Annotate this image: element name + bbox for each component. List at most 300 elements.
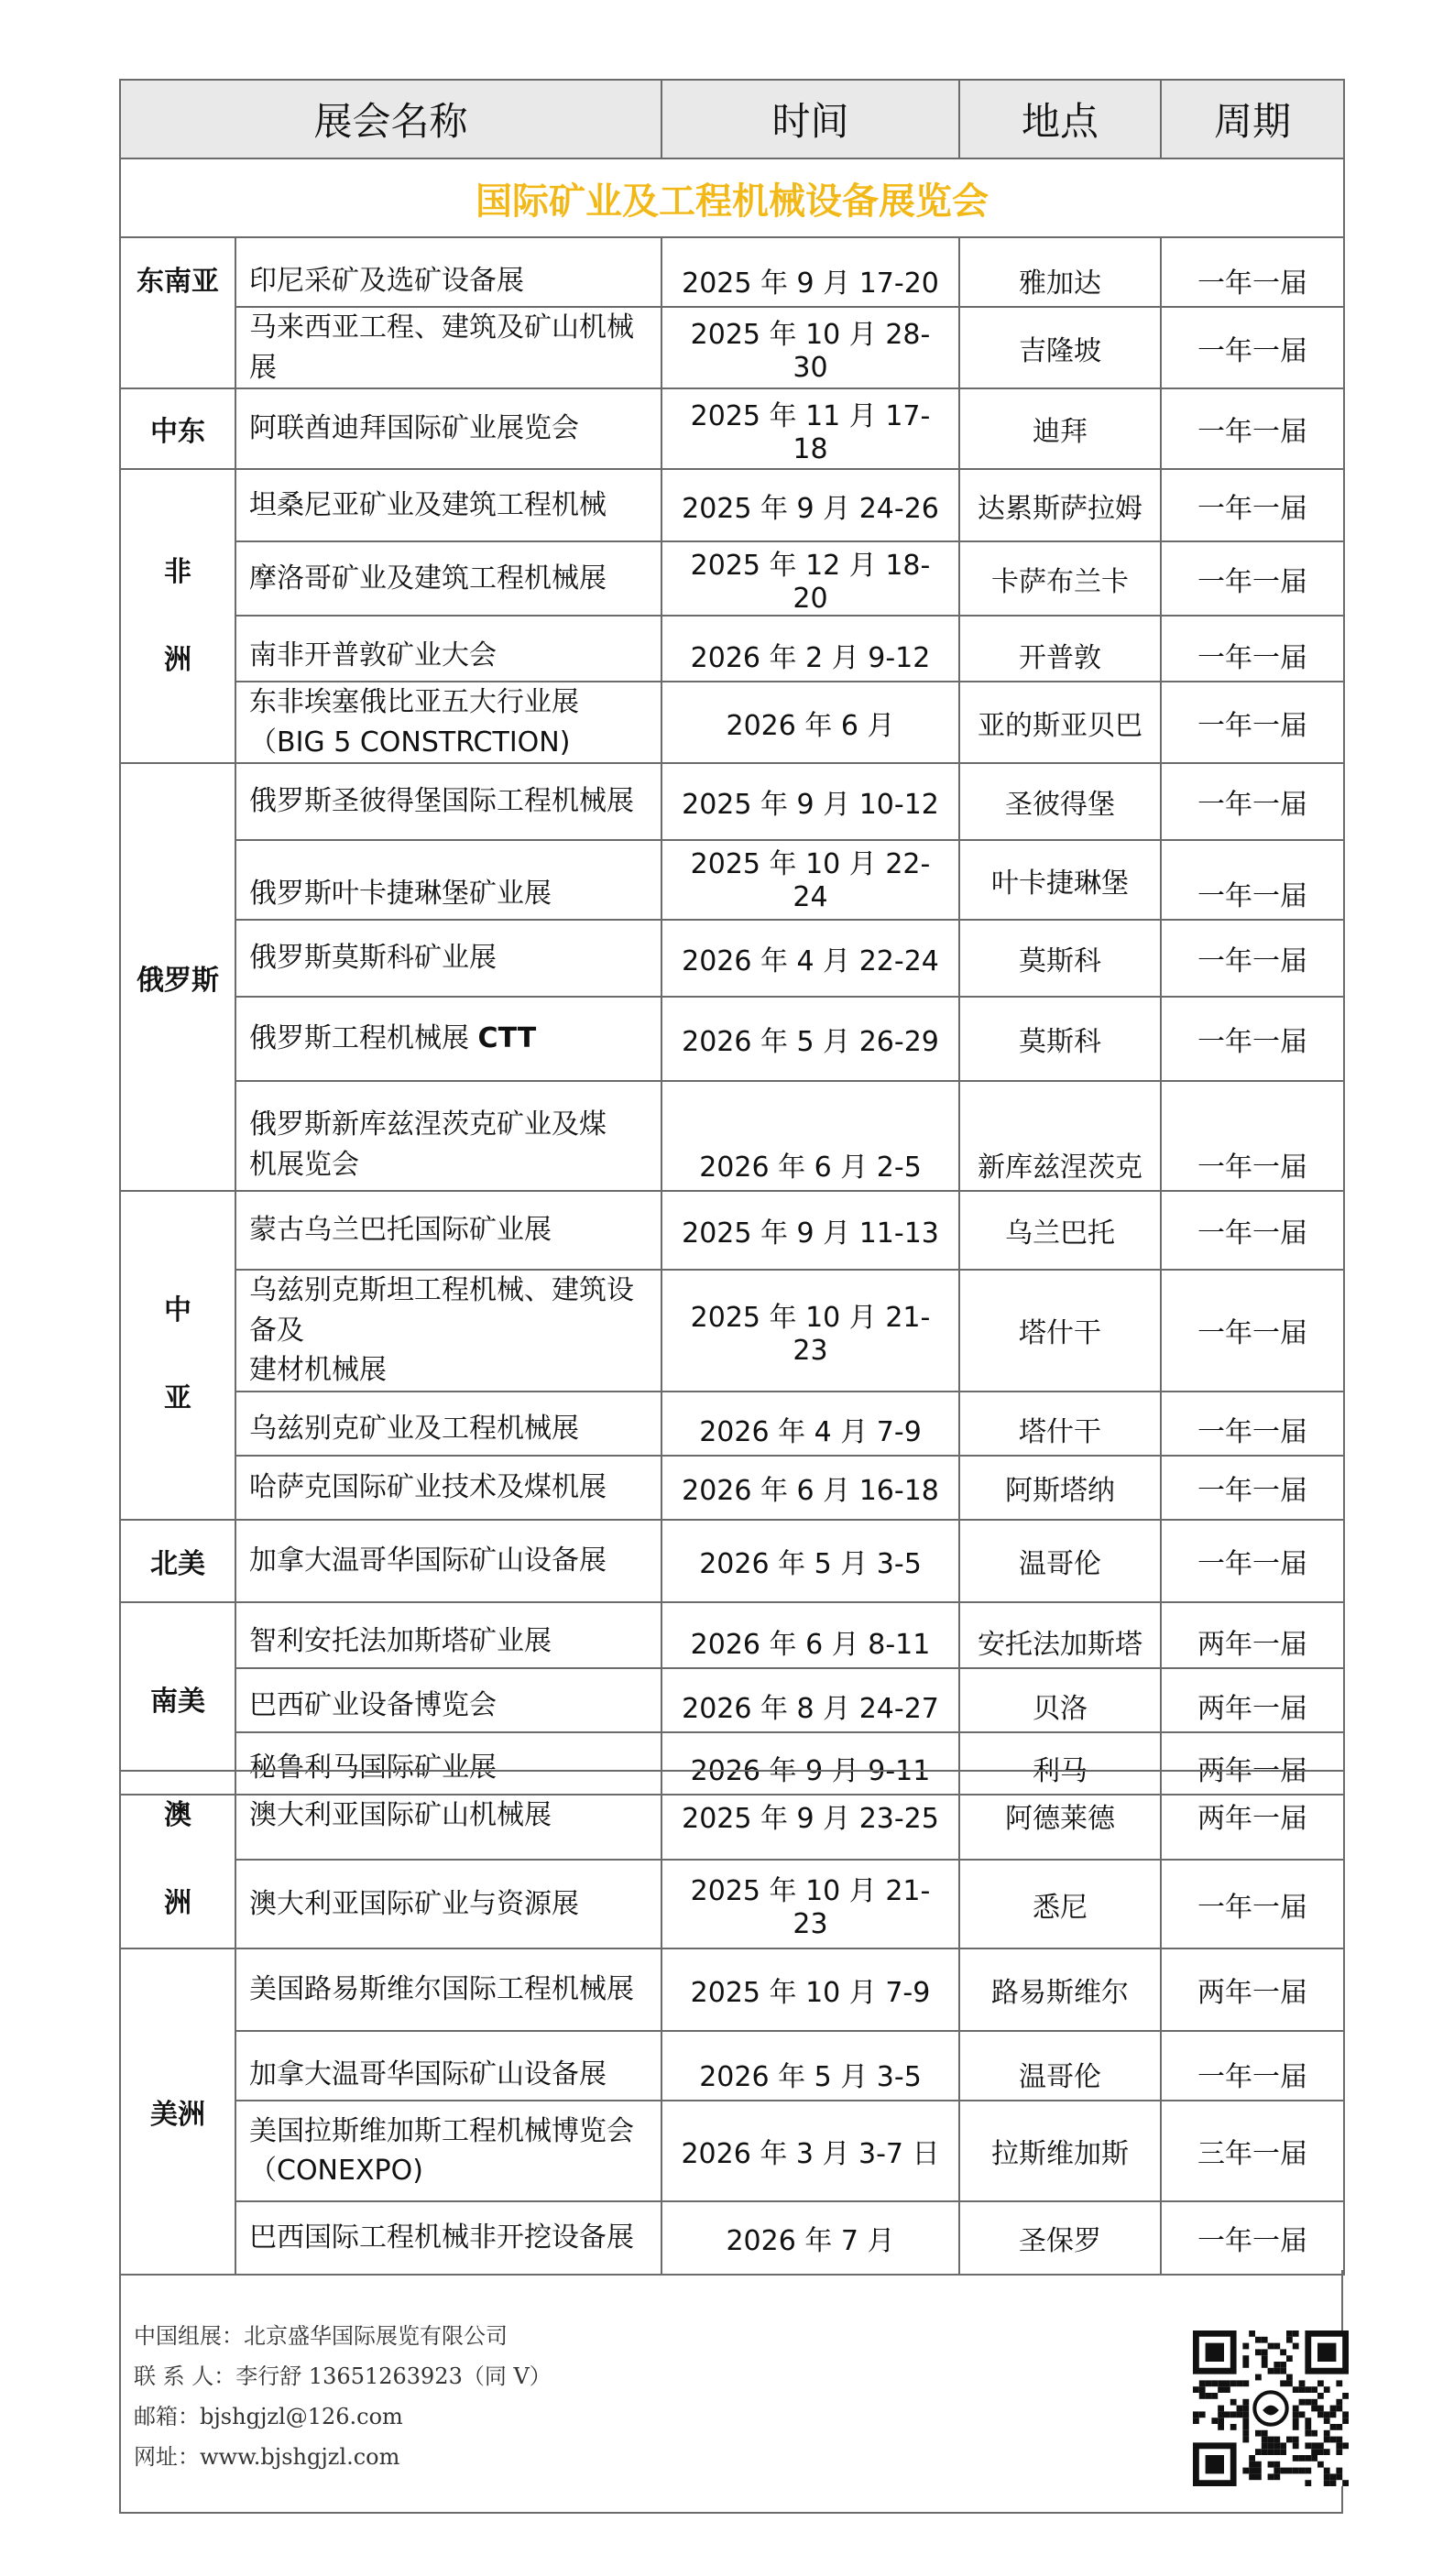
table-row [120,2031,1344,2101]
qr-module [1336,2380,1342,2386]
exhibition-time: 2026 年 3 月 3-7 日 [661,2101,959,2201]
region-africa [120,469,235,763]
exhibition-table-1 [119,79,1345,1796]
qr-module [1199,2393,1206,2399]
header-name: 展会名称 [120,80,661,158]
exhibition-time: 2025 年 10 月 22-24 [661,840,959,920]
qr-module [1255,2473,1262,2480]
qr-module [1305,2480,1311,2486]
exhibition-time: 2025 年 10 月 7-9 [661,1948,959,2031]
qr-module [1317,2411,1324,2418]
qr-module [1293,2411,1299,2418]
qr-module [1249,2455,1255,2461]
table-row [120,1081,1344,1191]
region-south-america: 南美 [120,1602,235,1795]
qr-module [1336,2442,1342,2449]
qr-module [1255,2461,1262,2468]
qr-module [1336,2424,1342,2430]
qr-module [1211,2418,1218,2424]
exhibition-name [235,2101,661,2201]
qr-module [1311,2455,1317,2461]
exhibition-cycle: 一年一届 [1161,1191,1344,1270]
qr-module [1305,2468,1311,2474]
qr-module [1299,2411,1306,2418]
exhibition-name [235,1270,661,1392]
qr-module [1305,2386,1311,2393]
exhibition-cycle: 一年一届 [1161,1456,1344,1520]
exhibition-time: 2026 年 8 月 24-27 [661,1668,959,1732]
qr-module [1206,2380,1212,2386]
exhibition-time: 2026 年 5 月 3-5 [661,2031,959,2101]
exhibition-time: 2025 年 10 月 21-23 [661,1860,959,1948]
qr-module [1268,2368,1274,2374]
qr-module [1193,2418,1199,2424]
qr-module [1255,2430,1262,2437]
qr-module [1342,2393,1349,2399]
exhibition-cycle: 一年一届 [1161,997,1344,1081]
qr-module [1262,2362,1268,2368]
qr-module [1342,2442,1349,2449]
qr-module [1299,2386,1306,2393]
qr-module [1262,2349,1268,2355]
qr-module [1242,2362,1249,2368]
qr-module [1268,2449,1274,2455]
exhibition-name-text: 俄罗斯工程机械展 [249,1022,469,1055]
exhibition-time: 2026 年 4 月 22-24 [661,920,959,997]
exhibition-name: 澳大利亚国际矿业与资源展 [235,1860,661,1948]
qr-module [1342,2418,1349,2424]
qr-module [1280,2368,1286,2374]
exhibition-place: 塔什干 [959,1392,1161,1456]
qr-module [1218,2424,1224,2430]
qr-module [1330,2411,1337,2418]
exhibition-place: 吉隆坡 [959,307,1161,388]
exhibition-time: 2025 年 10 月 21-23 [661,1270,959,1392]
qr-module [1305,2399,1311,2406]
exhibition-cycle: 两年一届 [1161,1732,1344,1795]
exhibition-place: 达累斯萨拉姆 [959,469,1161,541]
header-time: 时间 [661,80,959,158]
exhibition-cycle: 一年一届 [1161,840,1344,920]
qr-module [1330,2473,1337,2480]
qr-module [1280,2380,1286,2386]
exhibition-name: 秘鲁利马国际矿业展 [235,1732,661,1795]
exhibition-cycle: 一年一届 [1161,237,1344,307]
qr-module [1206,2393,1212,2399]
qr-module [1299,2399,1306,2406]
exhibition-time: 2026 年 6 月 16-18 [661,1456,959,1520]
qr-module [1317,2380,1324,2386]
exhibition-name: 哈萨克国际矿业技术及煤机展 [235,1456,661,1520]
qr-module [1230,2380,1237,2386]
table-row [120,469,1344,541]
qr-module [1280,2362,1286,2368]
qr-module [1317,2461,1324,2468]
qr-module [1317,2449,1324,2455]
table-row [120,682,1344,763]
region-australia [120,1771,235,1948]
qr-module [1336,2468,1342,2474]
qr-module [1280,2468,1286,2474]
qr-module [1242,2399,1249,2406]
qr-module [1199,2411,1206,2418]
qr-module [1336,2406,1342,2412]
qr-module [1262,2355,1268,2362]
qr-module [1218,2411,1224,2418]
banner-row [120,158,1344,237]
exhibition-time: 2026 年 4 月 7-9 [661,1392,959,1456]
exhibition-time: 2026 年 7 月 [661,2201,959,2275]
exhibition-name-line-2: 建材机械展 [249,1354,387,1386]
qr-module [1224,2411,1230,2418]
qr-module [1249,2461,1255,2468]
exhibition-cycle: 一年一届 [1161,920,1344,997]
exhibition-name: 巴西矿业设备博览会 [235,1668,661,1732]
exhibition-place: 卡萨布兰卡 [959,541,1161,616]
table-row [120,1602,1344,1668]
table-row [120,1270,1344,1392]
qr-module [1242,2380,1249,2386]
table-row [120,1392,1344,1456]
qr-module [1193,2386,1199,2393]
qr-module [1286,2337,1293,2343]
qr-module [1274,2343,1280,2350]
table-row [120,1771,1344,1860]
qr-module [1286,2437,1293,2443]
exhibition-place: 圣彼得堡 [959,763,1161,840]
exhibition-cycle: 一年一届 [1161,1860,1344,1948]
exhibition-time: 2026 年 6 月 2-5 [661,1081,959,1191]
exhibition-place: 利马 [959,1732,1161,1795]
region-africa-char-1: 非 [164,555,191,588]
exhibition-place: 拉斯维加斯 [959,2101,1161,2201]
qr-module [1293,2442,1299,2449]
qr-module [1286,2330,1293,2337]
exhibition-place: 温哥伦 [959,1520,1161,1602]
qr-module [1293,2418,1299,2424]
qr-module [1342,2411,1349,2418]
exhibition-cycle: 两年一届 [1161,1668,1344,1732]
table-row [120,997,1344,1081]
qr-module [1268,2437,1274,2443]
qr-module [1317,2393,1324,2399]
qr-module [1324,2430,1330,2437]
exhibition-name: 南非开普敦矿业大会 [235,616,661,682]
qr-module [1274,2368,1280,2374]
section-title: 国际矿业及工程机械设备展览会 [120,158,1344,237]
exhibition-cycle: 一年一届 [1161,2201,1344,2275]
exhibition-name: 俄罗斯叶卡捷琳堡矿业展 [235,840,661,920]
exhibition-place: 新库兹涅茨克 [959,1081,1161,1191]
exhibition-time: 2025 年 9 月 11-13 [661,1191,959,1270]
exhibition-table-2 [119,1770,1345,2276]
exhibition-cycle: 一年一届 [1161,1520,1344,1602]
exhibition-place: 路易斯维尔 [959,1948,1161,2031]
region-central-asia-char-2: 亚 [164,1382,191,1415]
qr-module [1280,2349,1286,2355]
exhibition-name: 俄罗斯莫斯科矿业展 [235,920,661,997]
table-row [120,307,1344,388]
website-line[interactable]: 网址：www.bjshgjzl.com [134,2444,400,2470]
qr-module [1330,2424,1337,2430]
qr-module [1262,2442,1268,2449]
exhibition-time: 2025 年 10 月 28-30 [661,307,959,388]
table-row [120,2101,1344,2201]
table-row [120,1456,1344,1520]
qr-module [1199,2386,1206,2393]
exhibition-place: 塔什干 [959,1270,1161,1392]
region-middle-east: 中东 [120,388,235,469]
qr-module [1255,2468,1262,2474]
exhibition-time: 2025 年 9 月 17-20 [661,237,959,307]
qr-module [1305,2455,1311,2461]
qr-module [1218,2406,1224,2412]
exhibition-name [235,1081,661,1191]
exhibition-time: 2025 年 12 月 18-20 [661,541,959,616]
exhibition-time: 2026 年 6 月 8-11 [661,1602,959,1668]
exhibition-name-line-1: 乌兹别克斯坦工程机械、建筑设备及 [249,1274,634,1347]
qr-module [1274,2437,1280,2443]
qr-module [1299,2455,1306,2461]
exhibition-name-line-2: （BIG 5 CONSTRCTION) [249,726,571,759]
qr-module [1280,2442,1286,2449]
exhibition-place: 亚的斯亚贝巴 [959,682,1161,763]
qr-module [1324,2468,1330,2474]
qr-module [1255,2374,1262,2381]
exhibition-name: 蒙古乌兰巴托国际矿业展 [235,1191,661,1270]
qr-module [1242,2468,1249,2474]
exhibition-name-bold: CTT [477,1022,537,1055]
qr-module [1255,2337,1262,2343]
exhibition-time: 2026 年 5 月 3-5 [661,1520,959,1602]
exhibition-name-line-1: 美国拉斯维加斯工程机械博览会 [249,2114,634,2147]
exhibition-place: 圣保罗 [959,2201,1161,2275]
qr-module [1242,2418,1249,2424]
qr-module [1286,2355,1293,2362]
exhibition-cycle: 两年一届 [1161,1771,1344,1860]
header-cycle: 周期 [1161,80,1344,158]
exhibition-cycle: 一年一届 [1161,1392,1344,1456]
exhibition-time: 2025 年 9 月 10-12 [661,763,959,840]
header-row [120,80,1344,158]
qr-module [1249,2473,1255,2480]
exhibition-time: 2026 年 2 月 9-12 [661,616,959,682]
table-row [120,920,1344,997]
qr-module [1262,2430,1268,2437]
region-central-asia-char-1: 中 [164,1294,191,1327]
qr-module [1224,2386,1230,2393]
table-row [120,541,1344,616]
qr-module [1218,2380,1224,2386]
qr-module [1255,2349,1262,2355]
exhibition-cycle: 一年一届 [1161,307,1344,388]
exhibition-cycle: 两年一届 [1161,1948,1344,2031]
region-africa-char-2: 洲 [164,643,191,676]
exhibition-name: 乌兹别克矿业及工程机械展 [235,1392,661,1456]
exhibition-time: 2026 年 6 月 [661,682,959,763]
qr-module [1211,2380,1218,2386]
qr-module [1262,2437,1268,2443]
qr-module [1336,2399,1342,2406]
qr-module [1324,2437,1330,2443]
qr-module [1268,2473,1274,2480]
qr-module [1305,2418,1311,2424]
exhibition-cycle: 一年一届 [1161,469,1344,541]
qr-module [1218,2418,1224,2424]
qr-module [1237,2380,1243,2386]
qr-module [1280,2449,1286,2455]
qr-module [1324,2386,1330,2393]
qr-module [1193,2411,1199,2418]
qr-module [1336,2473,1342,2480]
qr-module [1305,2430,1311,2437]
qr-module [1293,2437,1299,2443]
qr-module [1311,2449,1317,2455]
region-australia-char-1: 澳 [164,1799,191,1831]
exhibition-time: 2025 年 11 月 17-18 [661,388,959,469]
qr-module [1262,2449,1268,2455]
exhibition-name: 俄罗斯圣彼得堡国际工程机械展 [235,763,661,840]
qr-module [1324,2418,1330,2424]
exhibition-name: 智利安托法加斯塔矿业展 [235,1602,661,1668]
qr-module [1237,2411,1243,2418]
qr-module [1274,2468,1280,2474]
qr-module [1330,2406,1337,2412]
region-southeast-asia: 东南亚 [120,237,235,388]
exhibition-cycle: 三年一届 [1161,2101,1344,2201]
qr-module [1268,2461,1274,2468]
exhibition-name-line-1: 东非埃塞俄比亚五大行业展 [249,686,579,718]
exhibition-time: 2025 年 9 月 24-26 [661,469,959,541]
qr-module [1224,2380,1230,2386]
qr-module [1242,2355,1249,2362]
qr-module [1293,2424,1299,2430]
qr-module [1311,2442,1317,2449]
contact-person-line: 联 系 人：李行舒 13651263923（同 V） [134,2363,552,2389]
qr-module [1293,2386,1299,2393]
table-row [120,1948,1344,2031]
qr-module [1237,2406,1243,2412]
exhibition-time: 2026 年 9 月 9-11 [661,1732,959,1795]
qr-module [1330,2437,1337,2443]
qr-module [1324,2473,1330,2480]
exhibition-name: 阿联酋迪拜国际矿业展览会 [235,388,661,469]
exhibition-place: 阿德莱德 [959,1771,1161,1860]
exhibition-place: 雅加达 [959,237,1161,307]
exhibition-place: 莫斯科 [959,997,1161,1081]
exhibition-cycle: 一年一届 [1161,388,1344,469]
qr-module [1262,2337,1268,2343]
qr-module [1336,2449,1342,2455]
table-row [120,616,1344,682]
qr-module [1274,2473,1280,2480]
exhibition-name: 美国路易斯维尔国际工程机械展 [235,1948,661,2031]
qr-module [1274,2461,1280,2468]
qr-module [1242,2411,1249,2418]
qr-module [1293,2330,1299,2337]
qr-module [1324,2480,1330,2486]
exhibition-cycle: 一年一届 [1161,2031,1344,2101]
exhibition-cycle: 一年一届 [1161,541,1344,616]
region-central-asia [120,1191,235,1520]
qr-module [1286,2468,1293,2474]
exhibition-place: 莫斯科 [959,920,1161,997]
exhibition-name: 马来西亚工程、建筑及矿山机械展 [235,307,661,388]
qr-module [1293,2468,1299,2474]
exhibition-time: 2025 年 9 月 23-25 [661,1771,959,1860]
qr-module [1286,2374,1293,2381]
qr-module [1330,2480,1337,2486]
qr-module [1324,2411,1330,2418]
exhibition-cycle: 一年一届 [1161,616,1344,682]
qr-module [1317,2406,1324,2412]
qr-module [1249,2468,1255,2474]
table-row [120,840,1344,920]
qr-module [1218,2386,1224,2393]
region-americas: 美洲 [120,1948,235,2275]
qr-module [1274,2362,1280,2368]
exhibition-cycle: 两年一届 [1161,1602,1344,1668]
qr-module [1286,2380,1293,2386]
exhibition-name [235,997,661,1081]
exhibition-name-line-1: 俄罗斯新库兹涅茨克矿业及煤 [249,1108,607,1141]
qr-module [1336,2437,1342,2443]
qr-module [1268,2343,1274,2350]
exhibition-name: 澳大利亚国际矿山机械展 [235,1771,661,1860]
qr-module [1230,2424,1237,2430]
exhibition-cycle: 一年一届 [1161,1270,1344,1392]
exhibition-name: 摩洛哥矿业及建筑工程机械展 [235,541,661,616]
exhibition-place: 悉尼 [959,1860,1161,1948]
region-australia-char-2: 洲 [164,1887,191,1919]
qr-module [1242,2437,1249,2443]
qr-module [1274,2449,1280,2455]
exhibition-cycle: 一年一届 [1161,763,1344,840]
qr-module [1311,2430,1317,2437]
exhibition-place: 开普敦 [959,616,1161,682]
qr-module [1293,2455,1299,2461]
qr-module [1242,2430,1249,2437]
table-row [120,388,1344,469]
table-row [120,1860,1344,1948]
exhibition-name: 印尼采矿及选矿设备展 [235,237,661,307]
header-place: 地点 [959,80,1161,158]
table-row [120,1668,1344,1732]
qr-module [1342,2480,1349,2486]
exhibition-name-line-2: （CONEXPO) [249,2155,423,2187]
exhibition-name: 加拿大温哥华国际矿山设备展 [235,2031,661,2101]
exhibition-place: 阿斯塔纳 [959,1456,1161,1520]
table-row [120,237,1344,307]
organizer-line: 中国组展：北京盛华国际展览有限公司 [134,2323,508,2349]
table-row [120,2201,1344,2275]
exhibition-place: 迪拜 [959,388,1161,469]
qr-module [1199,2380,1206,2386]
table-row [120,763,1344,840]
qr-module [1324,2449,1330,2455]
exhibition-name: 坦桑尼亚矿业及建筑工程机械 [235,469,661,541]
email-line[interactable]: 邮箱：bjshgjzl@126.com [134,2404,403,2429]
exhibition-cycle: 一年一届 [1161,682,1344,763]
qr-module [1242,2424,1249,2430]
exhibition-place: 乌兰巴托 [959,1191,1161,1270]
qr-module [1249,2330,1255,2337]
exhibition-name [235,682,661,763]
qr-module [1305,2442,1311,2449]
qr-module [1242,2406,1249,2412]
qr-module [1305,2424,1311,2430]
qr-module [1274,2442,1280,2449]
